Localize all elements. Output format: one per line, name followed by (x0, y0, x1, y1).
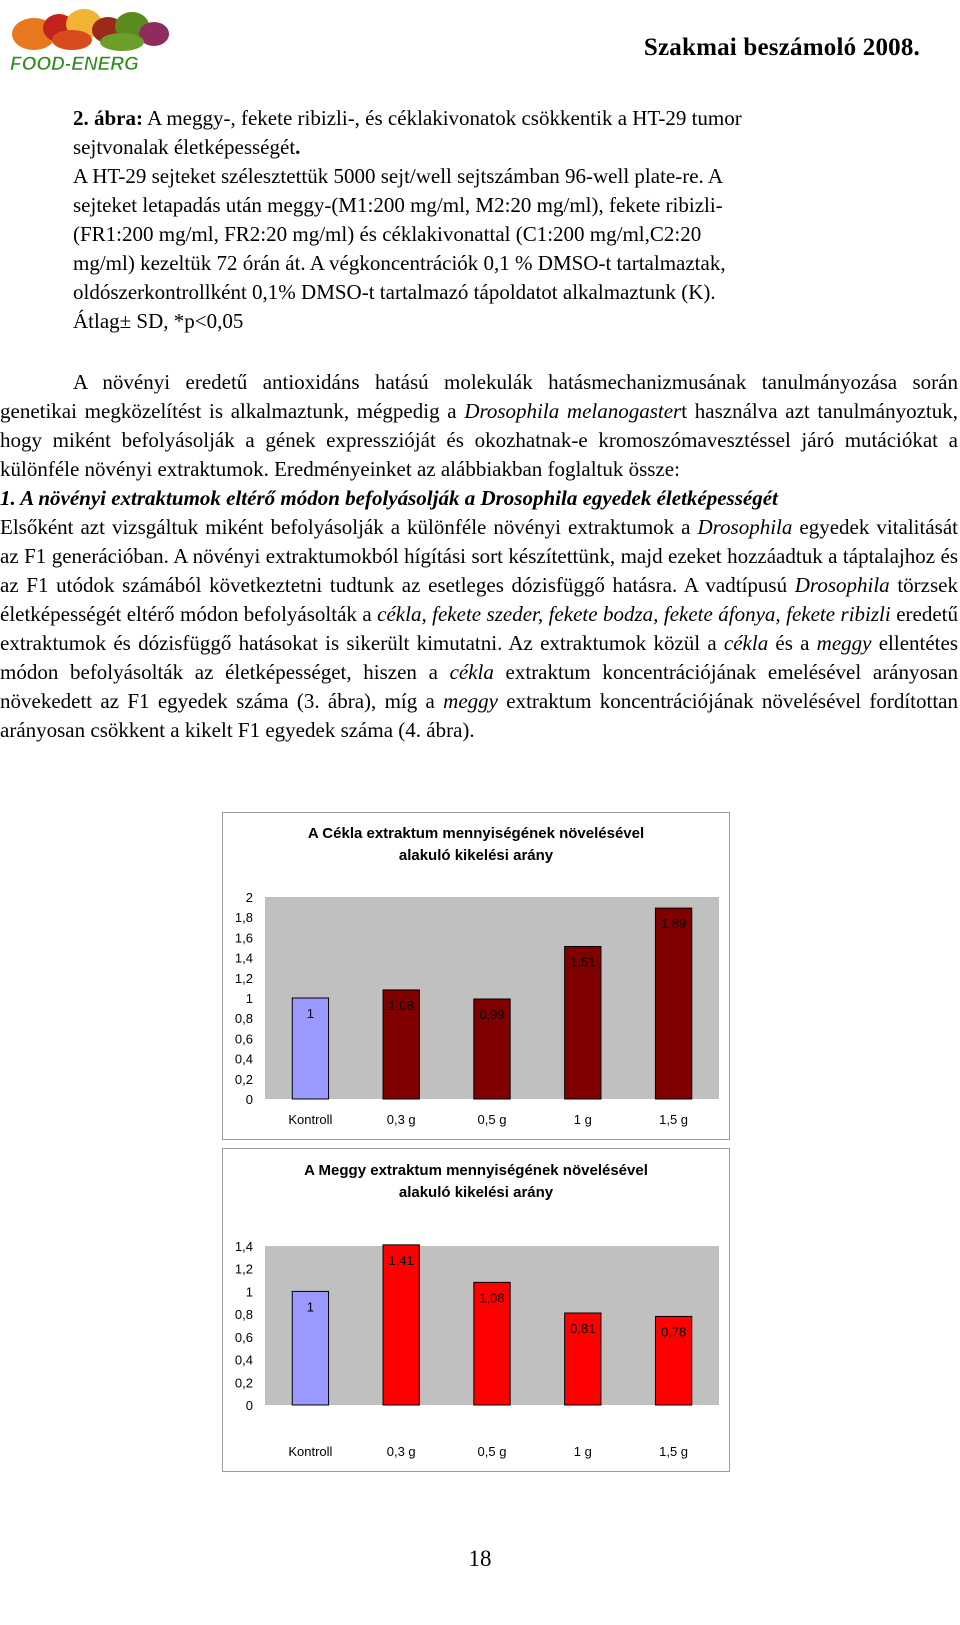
y-tick-label: 2 (245, 890, 253, 905)
italic-span: Drosophila melanogaster (464, 399, 682, 423)
bar-value-label: 1,08 (479, 1290, 505, 1306)
x-tick-label: 1 g (573, 1444, 592, 1459)
y-tick-label: 0,2 (234, 1071, 253, 1087)
x-tick-label: 1,5 g (659, 1444, 689, 1459)
y-tick-label: 0,8 (234, 1011, 253, 1027)
paragraph-2 (0, 513, 958, 745)
x-tick-label: 1,5 g (659, 1112, 689, 1127)
text-span: extraktum koncentrációjának növelésével fordítottan arányosan csökkent a kikelt F1 egyedek száma (4. ábra). (0, 689, 958, 742)
text-span: törzsek életképességét eltérő módon befolyásolták a (0, 573, 958, 626)
text-span: Elsőként azt vizsgáltuk miként befolyásolják a különféle növényi extraktumok a (0, 515, 698, 539)
chart-title: A Cékla extraktum mennyiségének növelésével (307, 825, 645, 842)
y-tick-label: 0,8 (234, 1307, 253, 1323)
text-span: eredetű extraktumok és dózisfüggő hatásokat is sikerült kimutatni. Az extraktumok közül a (0, 602, 958, 655)
chart-title: alakuló kikelési arány (398, 847, 554, 864)
bar-value-label: 1 (306, 1299, 315, 1315)
bar (383, 1245, 419, 1405)
bar-value-label: 0,78 (660, 1324, 687, 1340)
x-tick-label: Kontroll (288, 1112, 333, 1127)
italic-span: cékla (449, 660, 494, 684)
cekla-chart-svg (223, 813, 729, 1139)
y-tick-label: 0 (245, 1092, 253, 1107)
caption-line: sejteket letapadás után meggy-(M1:200 mg/ml, M2:20 mg/ml), fekete ribizli- (73, 193, 723, 217)
caption-dot: . (295, 135, 301, 159)
x-tick-label: 0,5 g (477, 1112, 507, 1127)
bar-value-label: 0,81 (570, 1321, 596, 1337)
x-tick-label: 1 g (573, 1112, 592, 1127)
text-span: egyedek vitalitását az F1 generációban. A növényi extraktumokból hígítási sort készítettünk, majd ezeket hozzáadtuk a táptalajhoz és az F1 utódok számából következtetni tudtunk az esetleges dózisfüggő hatásra. A vadtípusú (0, 515, 958, 597)
y-tick-label: 1,2 (234, 970, 253, 986)
chart-title: alakuló kikelési arány (398, 1184, 554, 1201)
caption-line: A HT-29 sejteket szélesztettük 5000 sejt/well sejtszámban 96-well plate-re. A (73, 164, 724, 188)
caption-line: (FR1:200 mg/ml, FR2:20 mg/ml) és céklakivonattal (C1:200 mg/ml,C2:20 (73, 222, 702, 246)
text-span: extraktum koncentrációjának emelésével arányosan növekedett az F1 egyedek száma (3. ábra), míg a (0, 660, 958, 713)
italic-span: meggy (443, 689, 498, 713)
y-tick-label: 0,4 (234, 1051, 253, 1067)
cekla-chart (222, 812, 730, 1140)
x-tick-label: Kontroll (288, 1444, 333, 1459)
caption-line: Átlag± SD, *p<0,05 (73, 309, 244, 333)
meggy-chart (222, 1148, 730, 1472)
italic-span: cékla, fekete szeder, fekete bodza, fekete áfonya, fekete ribizli (377, 602, 891, 626)
x-tick-label: 0,5 g (477, 1444, 507, 1459)
y-tick-label: 1,4 (234, 950, 253, 966)
report-title: Szakmai beszámoló 2008. (643, 34, 920, 61)
chart-title: A Meggy extraktum mennyiségének növelésével (304, 1162, 648, 1179)
paragraph-1 (0, 368, 958, 484)
bar-value-label: 1,41 (388, 1252, 414, 1268)
italic-span: cékla (723, 631, 769, 655)
text-span: ellentétes módon befolyásolták az életképességet, hiszen a (0, 631, 958, 684)
y-tick-label: 0,2 (234, 1375, 253, 1391)
bar-value-label: 1 (306, 1006, 315, 1021)
section-heading: 1. A növényi extraktumok eltérő módon befolyásolják a Drosophila egyedek életképességét (0, 486, 778, 510)
bar-value-label: 0,99 (479, 1007, 505, 1023)
bar (655, 908, 691, 1099)
caption-line: A meggy-, fekete ribizli-, és céklakivonatok csökkentik a HT-29 tumor (143, 106, 742, 130)
text-span: és a (768, 631, 817, 655)
italic-span: meggy (816, 631, 872, 655)
svg-text:FOOD-ENERG: FOOD-ENERG (10, 54, 139, 75)
caption-line: mg/ml) kezeltük 72 órán át. A végkoncentrációk 0,1 % DMSO-t tartalmaztak, (73, 251, 726, 275)
y-tick-label: 0,6 (234, 1031, 253, 1047)
bar-value-label: 1,51 (570, 954, 596, 970)
caption-line: oldószerkontrollként 0,1% DMSO-t tartalmazó tápoldatot alkalmaztunk (K). (73, 280, 716, 304)
text-span: t használva azt tanulmányoztuk, hogy miként befolyásolják a gének expresszióját és okozhatnak-e kromoszómavesztéssel járó mutációkat a különféle növényi extraktumok. Eredményeinket az alábbiakban foglaltuk össze: (0, 399, 958, 481)
x-tick-label: 0,3 g (386, 1112, 416, 1127)
y-tick-label: 1 (245, 1284, 253, 1300)
page-number: 18 (468, 1546, 492, 1571)
y-tick-label: 1,8 (234, 910, 253, 926)
italic-span: Drosophila (697, 515, 793, 539)
x-tick-label: 0,3 g (386, 1444, 416, 1459)
italic-span: Drosophila (794, 573, 890, 597)
figure-caption (73, 104, 923, 336)
caption-line: sejtvonalak életképességét (73, 135, 296, 159)
y-tick-label: 0 (245, 1398, 253, 1413)
food-energ-logo (4, 4, 184, 76)
bar-value-label: 1,08 (388, 997, 414, 1013)
bar-value-label: 1,89 (660, 916, 687, 932)
y-tick-label: 1,4 (234, 1239, 253, 1254)
caption-label: 2. ábra: (73, 106, 143, 130)
y-tick-label: 0,6 (234, 1329, 253, 1345)
y-tick-label: 1 (245, 991, 253, 1006)
y-tick-label: 0,4 (234, 1352, 253, 1368)
y-tick-label: 1,6 (234, 930, 253, 946)
body-text (0, 368, 958, 745)
text-span: A növényi eredetű antioxidáns hatású molekulák hatásmechanizmusának tanulmányozása során genetikai megközelítést is alkalmaztunk, mégpedig a (0, 370, 958, 423)
meggy-chart-svg (223, 1149, 729, 1471)
y-tick-label: 1,2 (234, 1261, 253, 1277)
